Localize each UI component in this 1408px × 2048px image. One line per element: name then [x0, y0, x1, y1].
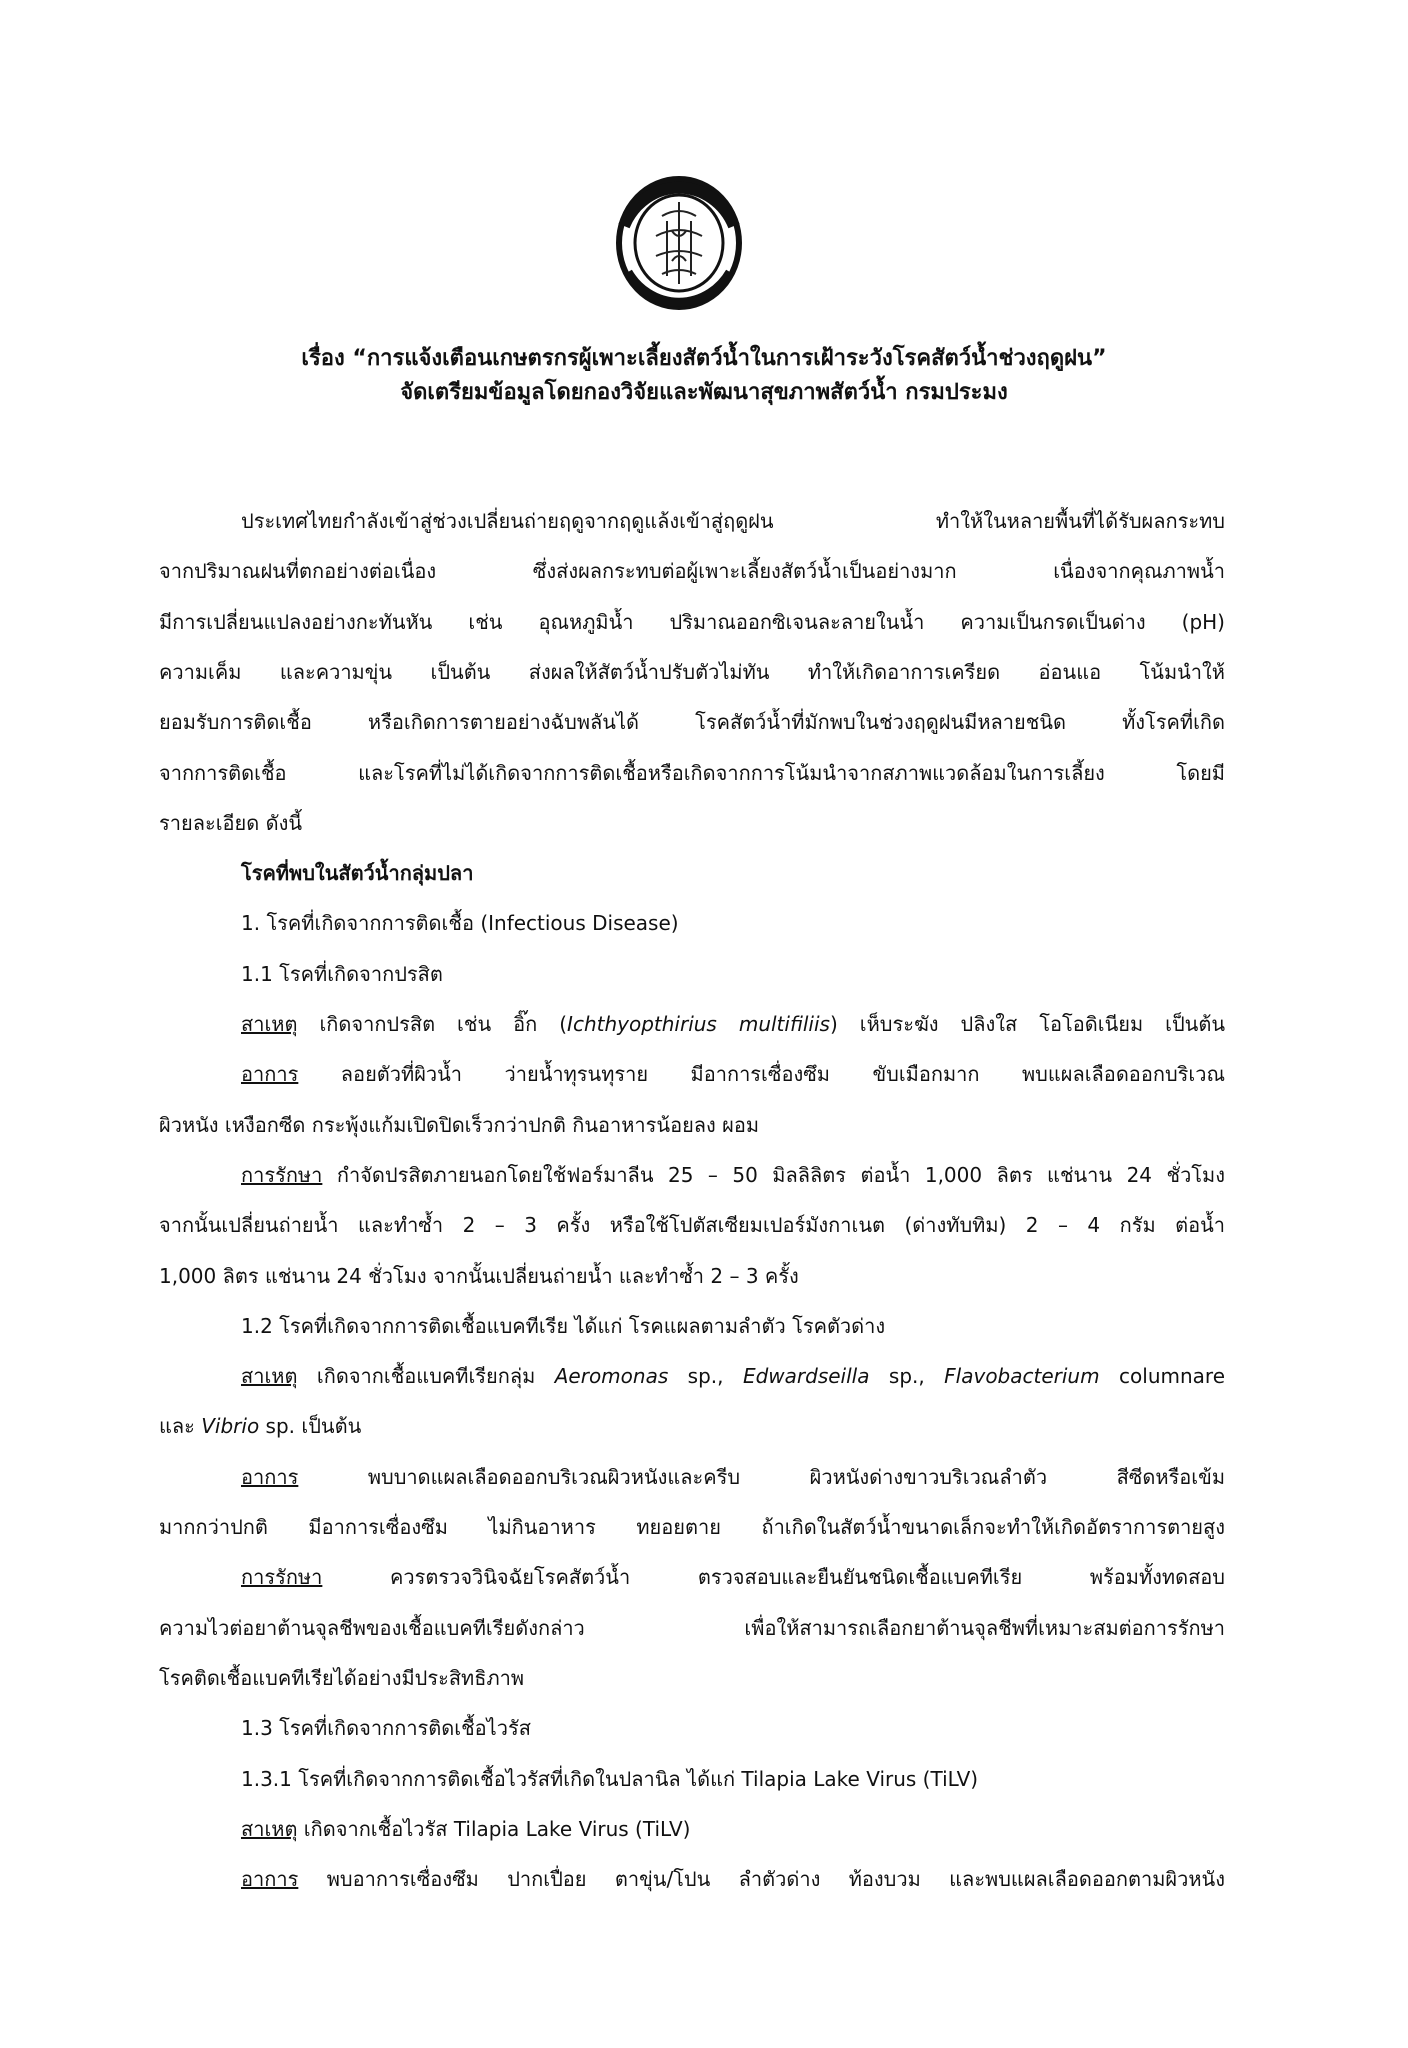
- text-line: [241, 1361, 1225, 1391]
- text-segment: กำจัดปรสิตภายนอกโดยใช้ฟอร์มาลีน 25 – 50 มิลลิลิตร ต่อน้ำ 1,000 ลิตร แช่นาน 24 ชั่วโมง: [322, 1162, 1225, 1187]
- scientific-name: Vibrio: [201, 1414, 260, 1439]
- field-label: อาการ: [241, 1867, 299, 1892]
- text-segment: โรคที่พบในสัตว์น้ำกลุ่มปลา: [241, 861, 474, 886]
- field-label: สาเหตุ: [241, 1816, 298, 1841]
- text-segment: 1. โรคที่เกิดจากการติดเชื้อ (Infectious Disease): [241, 911, 679, 936]
- field-label: การรักษา: [241, 1162, 323, 1187]
- text-line: [241, 1814, 1225, 1844]
- text-segment: 1.3.1 โรคที่เกิดจากการติดเชื้อไวรัสที่เกิดในปลานิล ได้แก่ Tilapia Lake Virus (TiLV): [241, 1766, 979, 1791]
- text-line: [159, 1411, 1225, 1441]
- text-segment: จากการติดเชื้อ และโรคที่ไม่ได้เกิดจากการติดเชื้อหรือเกิดจากการโน้มนำจากสภาพแวดล้อมในการเลี้ยง โดยมี: [159, 760, 1225, 785]
- text-line: [241, 1160, 1225, 1190]
- field-label: อาการ: [241, 1062, 299, 1087]
- text-line: [159, 1663, 1225, 1693]
- text-line: [159, 1613, 1225, 1643]
- text-line: [241, 1009, 1225, 1039]
- text-segment: โรคติดเชื้อแบคทีเรียได้อย่างมีประสิทธิภาพ: [159, 1665, 525, 1690]
- field-label: การรักษา: [241, 1565, 323, 1590]
- text-line: [241, 959, 1225, 989]
- text-segment: เกิดจากเชื้อแบคทีเรียกลุ่ม: [297, 1364, 555, 1389]
- field-label: สาเหตุ: [241, 1364, 298, 1389]
- text-segment: จากปริมาณฝนที่ตกอย่างต่อเนื่อง ซึ่งส่งผลกระทบต่อผู้เพาะเลี้ยงสัตว์น้ำเป็นอย่างมาก เนื่องจากคุณภาพน้ำ: [159, 559, 1225, 584]
- text-line: [159, 607, 1225, 637]
- scientific-name: Edwardseilla: [742, 1364, 870, 1389]
- text-segment: ผิวหนัง เหงือกซีด กระพุ้งแก้มเปิดปิดเร็วกว่าปกติ กินอาหารน้อยลง ผอม: [159, 1112, 760, 1137]
- text-line: [159, 1210, 1225, 1240]
- text-segment: ประเทศไทยกำลังเข้าสู่ช่วงเปลี่ยนถ่ายฤดูจากฤดูแล้งเข้าสู่ฤดูฝน ทำให้ในหลายพื้นที่ได้รับผลกระทบ: [241, 509, 1225, 533]
- text-segment: sp.,: [869, 1364, 945, 1389]
- text-line: [241, 1311, 1225, 1341]
- text-segment: 1,000 ลิตร แช่นาน 24 ชั่วโมง จากนั้นเปลี่ยนถ่ายน้ำ และทำซ้ำ 2 – 3 ครั้ง: [159, 1263, 799, 1288]
- text-segment: และ: [159, 1414, 202, 1439]
- field-label: สาเหตุ: [241, 1012, 298, 1036]
- text-segment: มีการเปลี่ยนแปลงอย่างกะทันหัน เช่น อุณหภูมิน้ำ ปริมาณออกซิเจนละลายในน้ำ ความเป็นกรดเป็นด่าง (pH): [159, 609, 1225, 634]
- text-line: [241, 1059, 1225, 1089]
- text-segment: จากนั้นเปลี่ยนถ่ายน้ำ และทำซ้ำ 2 – 3 ครั้ง หรือใช้โปตัสเซียมเปอร์มังกาเนต (ด่างทับทิม) 2 – 4 กรัม ต่อน้ำ: [159, 1213, 1225, 1238]
- text-line: [159, 1512, 1225, 1542]
- text-line: [241, 1864, 1225, 1894]
- text-segment: รายละเอียด ดังนี้: [159, 810, 303, 835]
- department-seal-icon: [612, 176, 746, 310]
- scientific-name: Flavobacterium: [944, 1364, 1100, 1389]
- text-line: [159, 758, 1225, 788]
- text-line: [159, 707, 1225, 737]
- field-label: อาการ: [241, 1464, 299, 1489]
- text-line: [159, 556, 1225, 586]
- text-segment: 1.3 โรคที่เกิดจากการติดเชื้อไวรัส: [241, 1716, 531, 1741]
- text-segment: ) เห็บระฆัง ปลิงใส โอโอดิเนียม เป็นต้น: [829, 1012, 1225, 1036]
- text-line: [241, 1562, 1225, 1592]
- text-line: [159, 1110, 1225, 1140]
- text-segment: เกิดจากเชื้อไวรัส Tilapia Lake Virus (TiLV): [297, 1816, 691, 1841]
- scientific-name: Aeromonas: [554, 1364, 669, 1389]
- prepared-by: จัดเตรียมข้อมูลโดยกองวิจัยและพัฒนาสุขภาพสัตว์น้ำ กรมประมง: [400, 380, 1008, 405]
- text-line: [159, 808, 1225, 838]
- text-segment: columnare: [1099, 1364, 1225, 1389]
- text-segment: เกิดจากปรสิต เช่น อิ๊ก (: [297, 1012, 568, 1036]
- text-line: [241, 1713, 1225, 1743]
- scientific-name: Ichthyopthirius multifiliis: [567, 1012, 830, 1036]
- text-segment: 1.2 โรคที่เกิดจากการติดเชื้อแบคทีเรีย ได้แก่ โรคแผลตามลำตัว โรคตัวด่าง: [241, 1313, 886, 1338]
- subject-title: เรื่อง “การแจ้งเตือนเกษตรกรผู้เพาะเลี้ยงสัตว์น้ำในการเฝ้าระวังโรคสัตว์น้ำช่วงฤดูฝน”: [301, 346, 1107, 371]
- text-segment: ความไวต่อยาต้านจุลชีพของเชื้อแบคทีเรียดังกล่าว เพื่อให้สามารถเลือกยาต้านจุลชีพที่เหมาะสมต่อการรักษา: [159, 1615, 1225, 1640]
- text-line: [241, 1764, 1225, 1794]
- text-line: [159, 657, 1225, 687]
- text-segment: ยอมรับการติดเชื้อ หรือเกิดการตายอย่างฉับพลันได้ โรคสัตว์น้ำที่มักพบในช่วงฤดูฝนมีหลายชนิด ทั้งโรคที่เกิด: [159, 710, 1225, 735]
- text-segment: ควรตรวจวินิจฉัยโรคสัตว์น้ำ ตรวจสอบและยืนยันชนิดเชื้อแบคทีเรีย พร้อมทั้งทดสอบ: [322, 1565, 1225, 1590]
- text-segment: sp. เป็นต้น: [259, 1414, 362, 1439]
- text-segment: sp.,: [668, 1364, 743, 1389]
- text-segment: พบอาการเซื่องซึม ปากเปื่อย ตาขุ่น/โปน ลำตัวด่าง ท้องบวม และพบแผลเลือดออกตามผิวหนัง: [298, 1867, 1225, 1892]
- text-segment: พบบาดแผลเลือดออกบริเวณผิวหนังและครีบ ผิวหนังด่างขาวบริเวณลำตัว สีซีดหรือเข้ม: [298, 1464, 1225, 1489]
- text-segment: มากกว่าปกติ มีอาการเซื่องซึม ไม่กินอาหาร ทยอยตาย ถ้าเกิดในสัตว์น้ำขนาดเล็กจะทำให้เกิดอัตราการตายสูง: [159, 1515, 1225, 1539]
- section-heading: [241, 858, 1225, 888]
- text-line: [241, 1462, 1225, 1492]
- text-segment: ลอยตัวที่ผิวน้ำ ว่ายน้ำทุรนทุราย มีอาการเซื่องซึม ขับเมือกมาก พบแผลเลือดออกบริเวณ: [298, 1062, 1225, 1087]
- text-segment: 1.1 โรคที่เกิดจากปรสิต: [241, 961, 443, 986]
- text-line: [241, 506, 1225, 536]
- text-line: [159, 1261, 1225, 1291]
- text-segment: ความเค็ม และความขุ่น เป็นต้น ส่งผลให้สัตว์น้ำปรับตัวไม่ทัน ทำให้เกิดอาการเครียด อ่อนแอ โน้มนำให้: [159, 659, 1225, 684]
- text-line: [241, 908, 1225, 938]
